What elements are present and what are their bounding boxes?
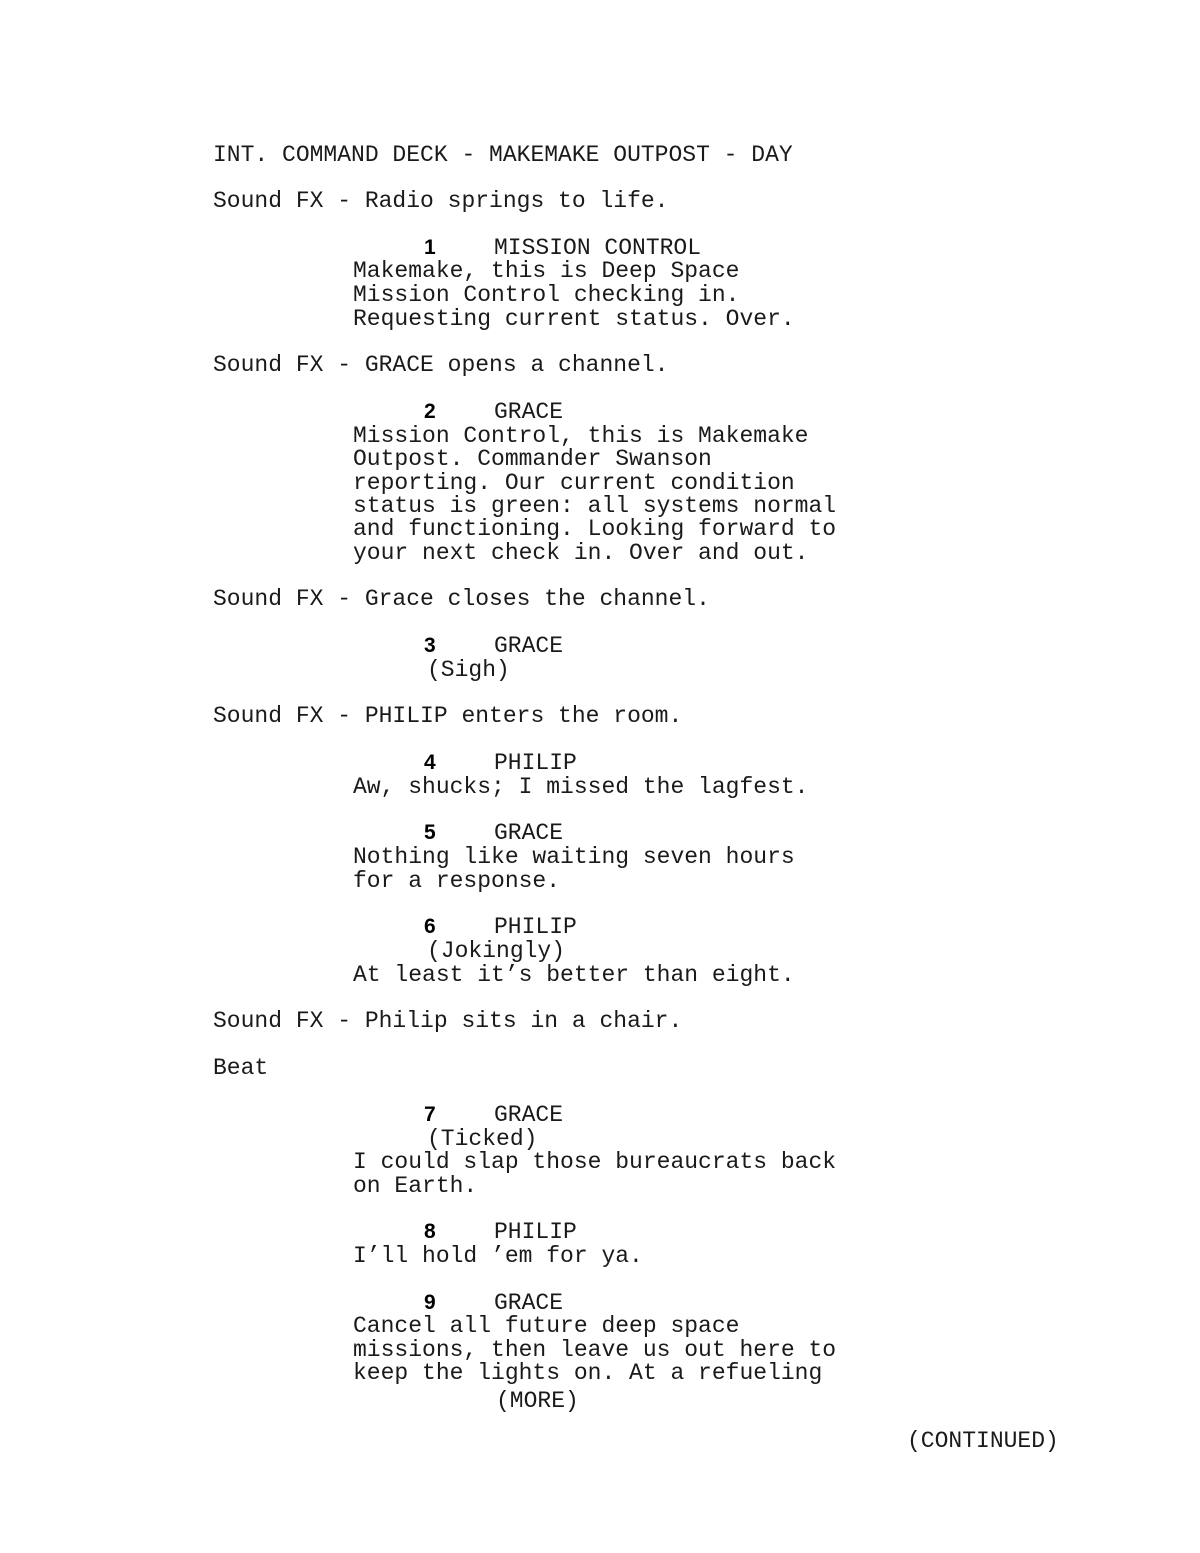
dialogue-number: 6 (424, 915, 436, 938)
dialogue-line: At least it’s better than eight. (353, 962, 795, 988)
character-name: PHILIP (494, 1219, 577, 1245)
dialogue-line: and functioning. Looking forward to (353, 516, 837, 542)
dialogue-line: Requesting current status. Over. (353, 306, 795, 332)
action-line: Sound FX - Grace closes the channel. (213, 586, 710, 612)
character-name: GRACE (494, 820, 564, 846)
character-name: GRACE (494, 399, 564, 425)
dialogue-number: 4 (424, 751, 436, 774)
action-line: Sound FX - Philip sits in a chair. (213, 1008, 683, 1034)
dialogue-line: your next check in. Over and out. (353, 540, 809, 566)
continued-marker: (CONTINUED) (907, 1428, 1059, 1454)
dialogue-line: I could slap those bureaucrats back (353, 1149, 837, 1175)
dialogue-number: 2 (424, 400, 436, 423)
character-name: PHILIP (494, 914, 577, 940)
dialogue-line: keep the lights on. At a refueling (353, 1360, 823, 1386)
action-line: Beat (213, 1055, 269, 1081)
character-name: GRACE (494, 1102, 564, 1128)
parenthetical: (Ticked) (427, 1126, 538, 1152)
dialogue-line: Nothing like waiting seven hours (353, 844, 795, 870)
character-name: PHILIP (494, 750, 577, 776)
dialogue-number: 8 (424, 1220, 436, 1243)
dialogue-number: 7 (424, 1103, 436, 1126)
dialogue-line: Mission Control, this is Makemake (353, 423, 809, 449)
dialogue-line: status is green: all systems normal (353, 493, 837, 519)
dialogue-number: 1 (424, 236, 436, 259)
character-name: GRACE (494, 633, 564, 659)
dialogue-line: on Earth. (353, 1173, 478, 1199)
dialogue-line: Outpost. Commander Swanson (353, 446, 712, 472)
dialogue-line: Aw, shucks; I missed the lagfest. (353, 774, 809, 800)
action-line: Sound FX - PHILIP enters the room. (213, 703, 683, 729)
action-line: Sound FX - Radio springs to life. (213, 188, 669, 214)
dialogue-number: 3 (424, 634, 436, 657)
scene-heading: INT. COMMAND DECK - MAKEMAKE OUTPOST - DAY (213, 142, 793, 168)
dialogue-line: for a response. (353, 868, 561, 894)
character-name: MISSION CONTROL (494, 235, 702, 261)
dialogue-number: 5 (424, 821, 436, 844)
dialogue-line: Makemake, this is Deep Space (353, 258, 740, 284)
action-line: Sound FX - GRACE opens a channel. (213, 352, 669, 378)
parenthetical: (Jokingly) (427, 938, 566, 964)
dialogue-line: missions, then leave us out here to (353, 1337, 837, 1363)
dialogue-line: Cancel all future deep space (353, 1313, 740, 1339)
dialogue-number: 9 (424, 1291, 436, 1314)
parenthetical: (Sigh) (427, 657, 510, 683)
dialogue-line: reporting. Our current condition (353, 470, 795, 496)
more-marker: (MORE) (496, 1388, 579, 1414)
character-name: GRACE (494, 1290, 564, 1316)
dialogue-line: Mission Control checking in. (353, 282, 740, 308)
dialogue-line: I’ll hold ’em for ya. (353, 1243, 643, 1269)
